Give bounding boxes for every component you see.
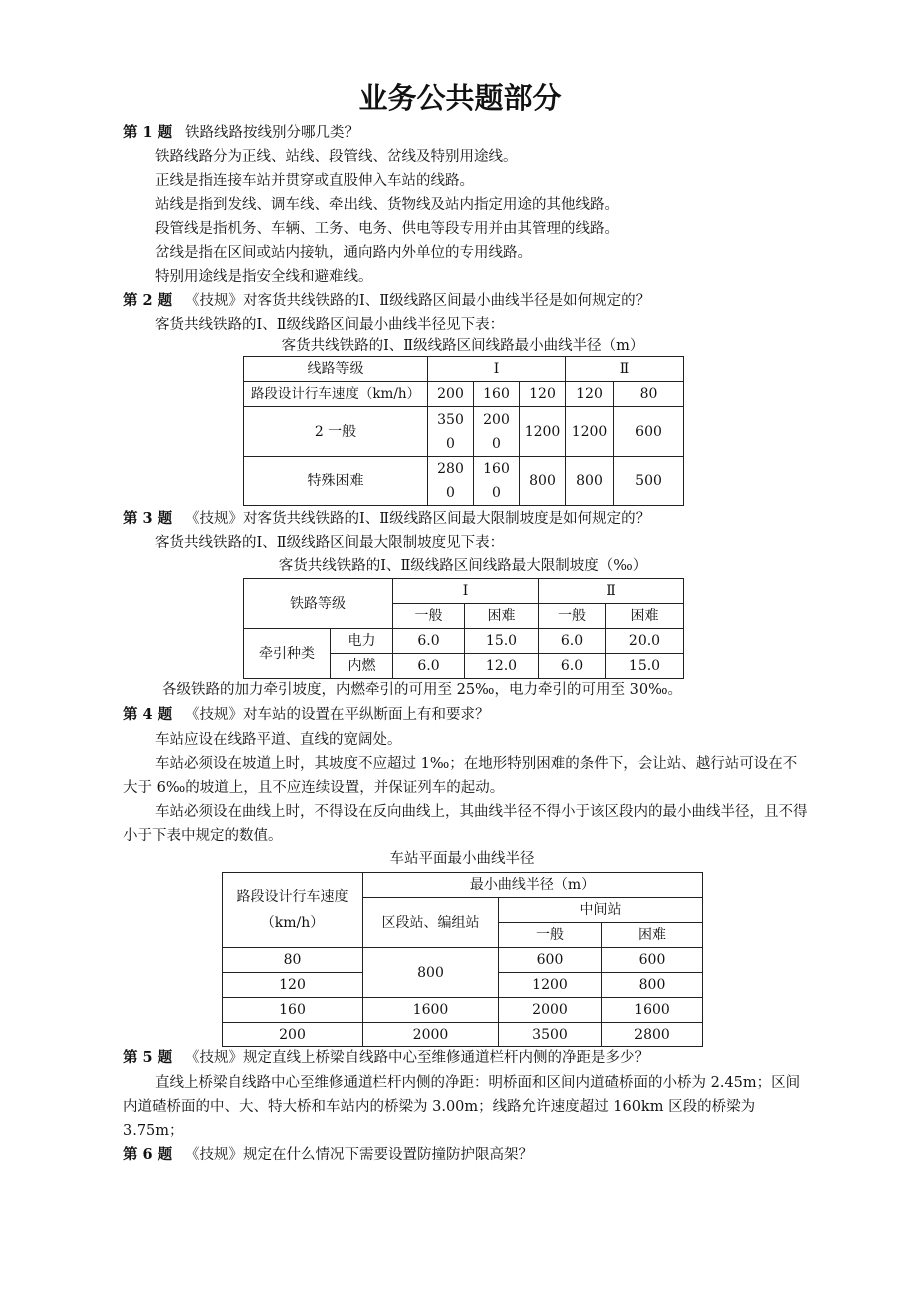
answer-line: 岔线是指在区间或站内接轨，通向路内外单位的专用线路。 — [155, 245, 532, 261]
row-label: 特殊困难 — [244, 457, 428, 506]
row-label: 电力 — [331, 629, 393, 654]
table-cell: 2800 — [602, 1023, 703, 1047]
table-cell: 1600 — [602, 998, 703, 1023]
table-cell: 160 — [474, 382, 520, 407]
table-header: 中间站 — [499, 898, 703, 923]
question-number: 第 5 题 — [123, 1049, 173, 1066]
table-cell: 160 — [223, 998, 363, 1023]
table-cell: 2000 — [499, 998, 602, 1023]
table-cell: 6.0 — [393, 654, 465, 679]
row-label: 牵引种类 — [244, 629, 331, 679]
table-cell: 12.0 — [465, 654, 539, 679]
question-text: 铁路线路按线别分哪几类？ — [185, 125, 359, 141]
table-cell: 160 0 — [474, 457, 520, 506]
note-line: 各级铁路的加力牵引坡度，内燃牵引的可用至 25‰，电力牵引的可用至 30‰。 — [162, 682, 683, 698]
question-number: 第 4 题 — [123, 706, 173, 723]
question-2 — [123, 289, 650, 313]
question-6 — [123, 1143, 533, 1167]
table-cell: 800 — [363, 948, 499, 998]
table-header: Ⅰ — [393, 579, 539, 604]
table-cell: 1600 — [363, 998, 499, 1023]
table-header: 区段站、编组站 — [363, 898, 499, 948]
table-header: 最小曲线半径（m） — [363, 873, 703, 898]
question-number: 第 6 题 — [123, 1146, 173, 1163]
table-cell: 500 — [614, 457, 684, 506]
table-cell: 1200 — [499, 973, 602, 998]
table-cell: 6.0 — [393, 629, 465, 654]
table-cell: 6.0 — [539, 629, 606, 654]
question-number: 第 3 题 — [123, 510, 173, 527]
table-cell: 800 — [566, 457, 614, 506]
question-number: 第 2 题 — [123, 292, 173, 309]
row-label: 内燃 — [331, 654, 393, 679]
table-header: 线路等级 — [244, 357, 428, 382]
answer-paragraph: 车站必须设在坡道上时，其坡度不应超过 1‰；在地形特别困难的条件下，会让站、越行站可设在不大于 6‰的坡道上，且不应连续设置，并保证列车的起动。 — [123, 756, 798, 796]
question-text: 《技规》对车站的设置在平纵断面上有和要求？ — [185, 707, 490, 723]
table-cell: 1200 — [566, 407, 614, 457]
table-header: 路段设计行车速度（km/h） — [223, 873, 363, 948]
question-5 — [123, 1046, 649, 1070]
table-cell: 600 — [614, 407, 684, 457]
table-row — [223, 1023, 703, 1047]
table-cell: 120 — [520, 382, 566, 407]
table-cell: 800 — [602, 973, 703, 998]
table-cell: 600 — [602, 948, 703, 973]
table-header: 困难 — [606, 604, 684, 629]
min-curve-radius-table — [243, 356, 684, 506]
table-cell: 80 — [223, 948, 363, 973]
question-number: 第 1 题 — [123, 124, 173, 141]
table-cell: 200 0 — [474, 407, 520, 457]
table-row — [223, 948, 703, 973]
page-title: 业务公共题部分 — [358, 81, 562, 115]
question-text: 《技规》对客货共线铁路的Ⅰ、Ⅱ级线路区间最小曲线半径是如何规定的？ — [185, 293, 651, 309]
answer-paragraph: 车站必须设在曲线上时，不得设在反向曲线上，其曲线半径不得小于该区段内的最小曲线半径，且不得小于下表中规定的数值。 — [123, 804, 808, 844]
table-header: 一般 — [539, 604, 606, 629]
answer-line: 特别用途线是指安全线和避难线。 — [155, 269, 373, 285]
table-caption: 车站平面最小曲线半径 — [389, 851, 535, 867]
table-cell: 15.0 — [465, 629, 539, 654]
table-cell: 120 — [566, 382, 614, 407]
table-header: 一般 — [499, 923, 602, 948]
station-curve-radius-table — [222, 872, 703, 1047]
table-row — [223, 998, 703, 1023]
question-4 — [123, 703, 490, 727]
answer-line: 客货共线铁路的Ⅰ、Ⅱ级线路区间最大限制坡度见下表： — [155, 535, 505, 551]
max-gradient-table — [243, 578, 684, 679]
answer-line: 正线是指连接车站并贯穿或直股伸入车站的线路。 — [155, 173, 474, 189]
answer-line: 段管线是指机务、车辆、工务、电务、供电等段专用并由其管理的线路。 — [155, 221, 619, 237]
table-cell: 1200 — [520, 407, 566, 457]
table-cell: 80 — [614, 382, 684, 407]
table-cell: 280 0 — [428, 457, 474, 506]
table-header: 一般 — [393, 604, 465, 629]
table-cell: 6.0 — [539, 654, 606, 679]
table-cell: 350 0 — [428, 407, 474, 457]
table-cell: 3500 — [499, 1023, 602, 1047]
question-1 — [123, 121, 359, 145]
table-cell: 2000 — [363, 1023, 499, 1047]
table-cell: 15.0 — [606, 654, 684, 679]
answer-line: 铁路线路分为正线、站线、段管线、岔线及特别用途线。 — [155, 149, 518, 165]
table-header: Ⅱ — [539, 579, 684, 604]
answer-line: 车站应设在线路平道、直线的宽阔处。 — [155, 732, 402, 748]
answer-line: 站线是指到发线、调车线、牵出线、货物线及站内指定用途的其他线路。 — [155, 197, 619, 213]
table-cell: 20.0 — [606, 629, 684, 654]
question-3 — [123, 507, 650, 531]
answer-line: 客货共线铁路的Ⅰ、Ⅱ级线路区间最小曲线半径见下表： — [155, 317, 505, 333]
table-header: Ⅰ — [428, 357, 566, 382]
table-caption: 客货共线铁路的Ⅰ、Ⅱ级线路区间线路最小曲线半径（m） — [281, 338, 645, 354]
question-text: 《技规》规定在什么情况下需要设置防撞防护限高架？ — [185, 1147, 533, 1163]
table-cell: 800 — [520, 457, 566, 506]
table-cell: 200 — [428, 382, 474, 407]
table-header: 路段设计行车速度（km/h） — [244, 382, 428, 407]
table-caption: 客货共线铁路的Ⅰ、Ⅱ级线路区间线路最大限制坡度（‰） — [278, 558, 648, 574]
table-header: 困难 — [602, 923, 703, 948]
table-cell: 120 — [223, 973, 363, 998]
table-header: 铁路等级 — [244, 579, 393, 629]
answer-paragraph: 直线上桥梁自线路中心至维修通道栏杆内侧的净距：明桥面和区间内道碴桥面的小桥为 2.45m；区间内道碴桥面的中、大、特大桥和车站内的桥梁为 3.00m；线路允许速度超过 160km 区段的桥梁为 3.75m； — [123, 1075, 801, 1139]
table-header: Ⅱ — [566, 357, 684, 382]
table-cell: 200 — [223, 1023, 363, 1047]
question-text: 《技规》对客货共线铁路的Ⅰ、Ⅱ级线路区间最大限制坡度是如何规定的？ — [185, 511, 651, 527]
table-cell: 600 — [499, 948, 602, 973]
table-header: 困难 — [465, 604, 539, 629]
question-text: 《技规》规定直线上桥梁自线路中心至维修通道栏杆内侧的净距是多少？ — [185, 1050, 649, 1066]
row-label: 2 一般 — [244, 407, 428, 457]
